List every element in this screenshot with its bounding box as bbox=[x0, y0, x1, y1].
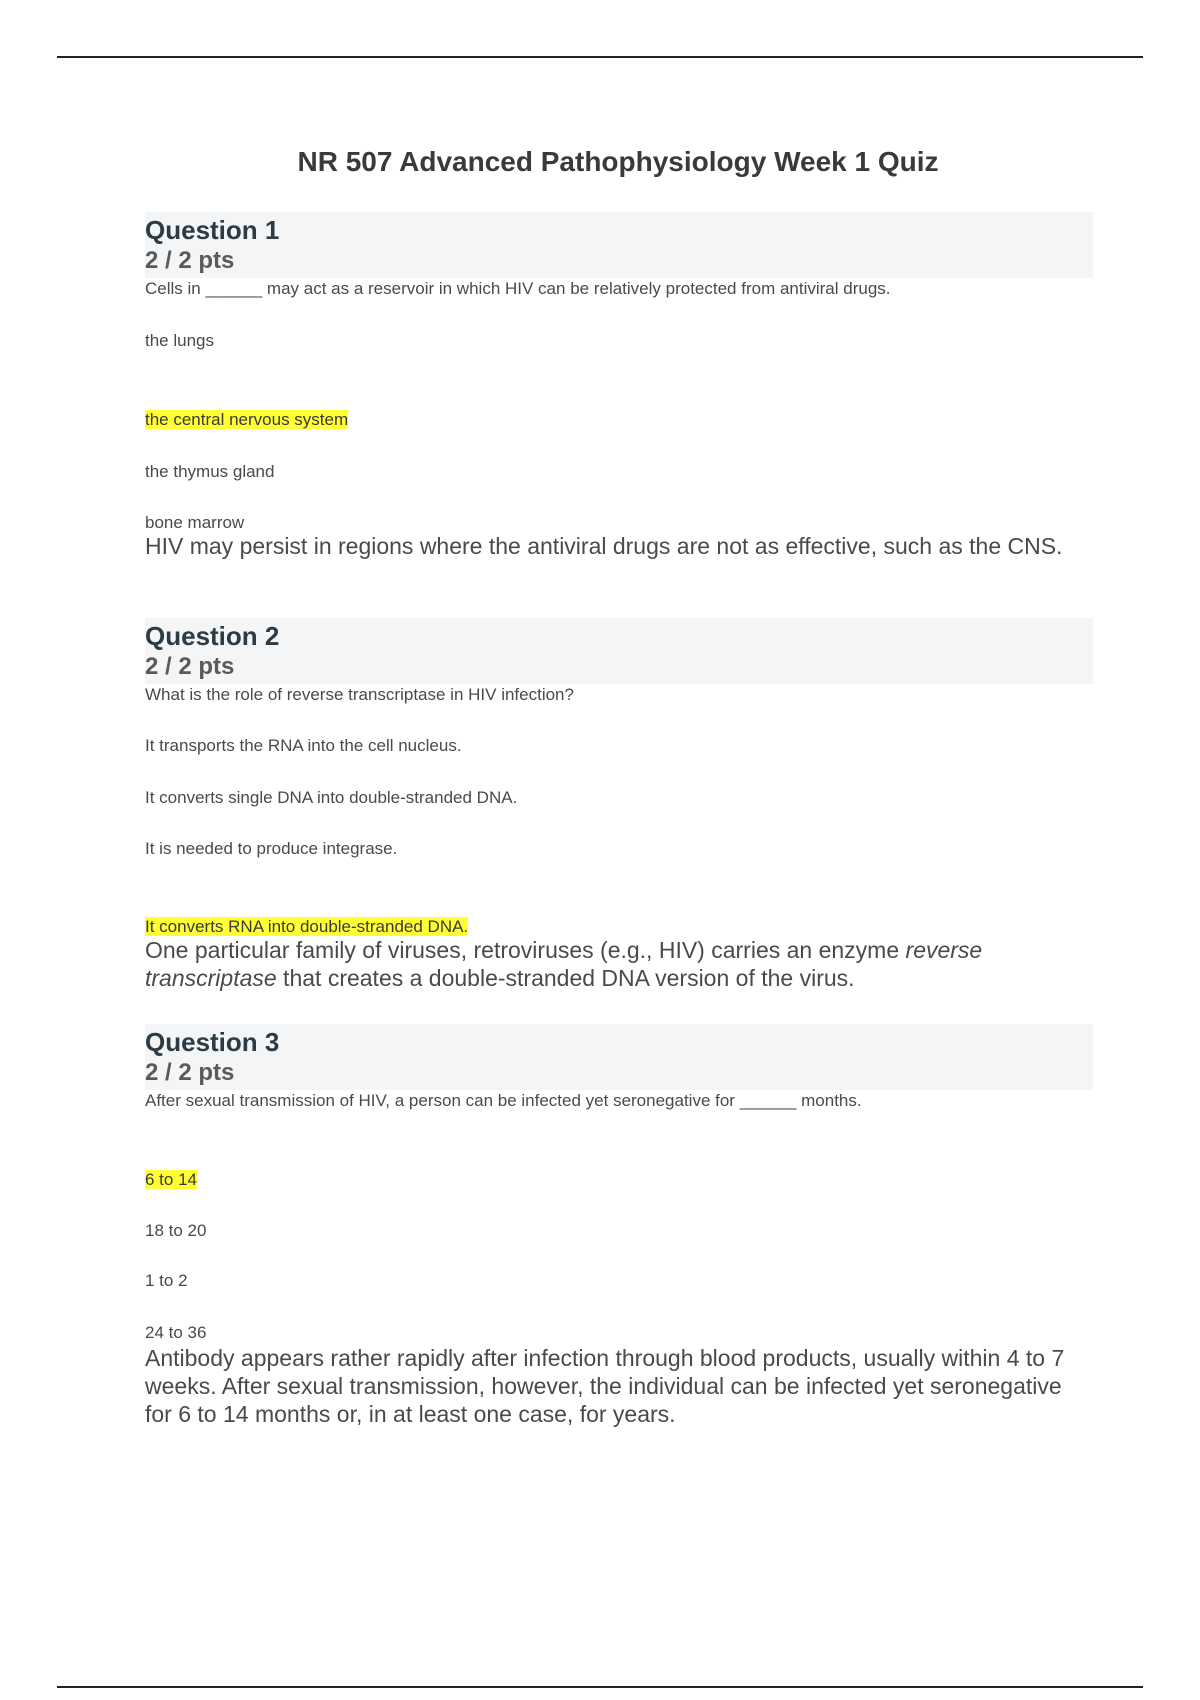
answer-option: 18 to 20 bbox=[145, 1221, 207, 1240]
answer-option: 24 to 36 bbox=[145, 1323, 207, 1342]
question-2 bbox=[145, 618, 1093, 998]
answer-option-correct: It converts RNA into double-stranded DNA. bbox=[145, 917, 469, 936]
question-header bbox=[145, 1024, 1093, 1090]
answer-option: the lungs bbox=[145, 331, 214, 350]
answer-option: It transports the RNA into the cell nucleus. bbox=[145, 736, 462, 755]
page-title: NR 507 Advanced Pathophysiology Week 1 Quiz bbox=[297, 146, 939, 177]
question-prompt: What is the role of reverse transcriptase in HIV infection? bbox=[145, 685, 574, 704]
answer-option: It is needed to produce integrase. bbox=[145, 839, 398, 858]
question-points: 2 / 2 pts bbox=[145, 1059, 235, 1086]
question-prompt: Cells in ______ may act as a reservoir in which HIV can be relatively protected from antiviral drugs. bbox=[145, 279, 891, 298]
question-prompt: After sexual transmission of HIV, a person can be infected yet seronegative for ______ months. bbox=[145, 1091, 862, 1110]
answer-option: It converts single DNA into double-stranded DNA. bbox=[145, 788, 518, 807]
answer-feedback: HIV may persist in regions where the antiviral drugs are not as effective, such as the CNS. bbox=[145, 533, 1063, 559]
answer-feedback: Antibody appears rather rapidly after infection through blood products, usually within 4 to 7 weeks. After sexual transmission, however, the individual can be infected yet seronegative for 6 to 14 months or, in at least one case, for years. bbox=[145, 1345, 1065, 1427]
answer-option: 1 to 2 bbox=[145, 1271, 188, 1290]
question-3 bbox=[145, 1024, 1093, 1444]
question-1 bbox=[145, 212, 1093, 592]
bottom-rule bbox=[57, 1686, 1143, 1688]
answer-feedback: One particular family of viruses, retroviruses (e.g., HIV) carries an enzyme reverse transcriptase that creates a double-stranded DNA version of the virus. bbox=[145, 937, 983, 991]
answer-option: the thymus gland bbox=[145, 462, 275, 481]
question-title: Question 1 bbox=[145, 215, 280, 245]
question-points: 2 / 2 pts bbox=[145, 653, 235, 680]
question-header bbox=[145, 618, 1093, 684]
answer-option-correct: 6 to 14 bbox=[145, 1170, 197, 1189]
answer-option: bone marrow bbox=[145, 513, 245, 532]
question-header bbox=[145, 212, 1093, 278]
question-title: Question 3 bbox=[145, 1027, 280, 1057]
question-points: 2 / 2 pts bbox=[145, 247, 235, 274]
emphasis-text: reverse transcriptase bbox=[145, 937, 983, 991]
answer-option-correct: the central nervous system bbox=[145, 410, 349, 429]
question-title: Question 2 bbox=[145, 621, 280, 651]
top-rule bbox=[57, 56, 1143, 58]
